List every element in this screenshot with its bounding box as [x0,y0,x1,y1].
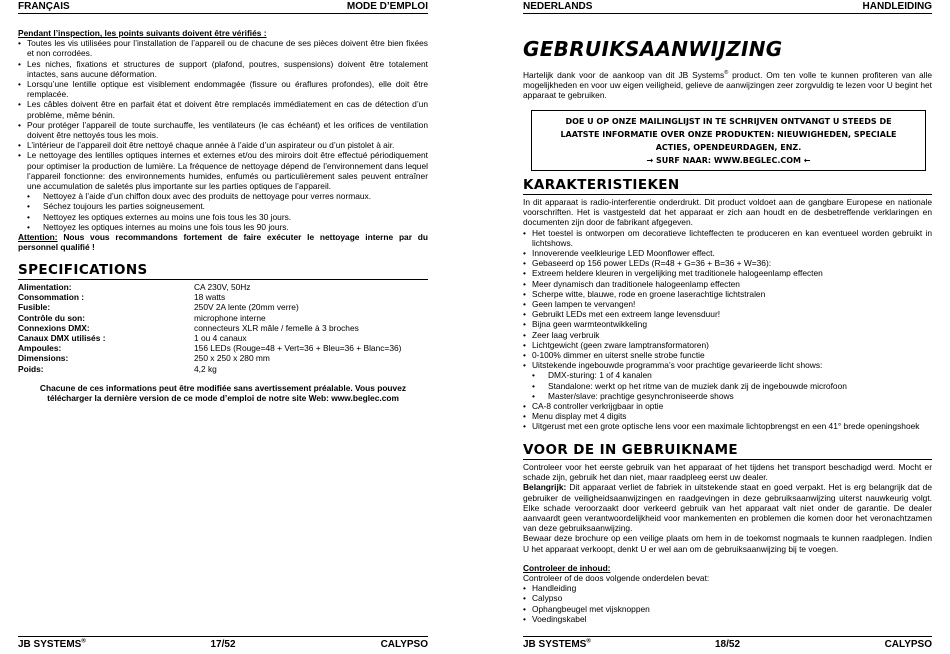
attention-note [18,232,428,252]
list-item: • Standalone: werkt op het ritme van de muziek dank zij de ingebouwde microfoon [532,381,932,391]
header-language: NEDERLANDS [523,1,593,12]
spec-row [18,333,428,343]
list-item: • 0-100% dimmer en uiterst snelle strobe functie [523,350,932,360]
list-item: • CA-8 controller verkrijgbaar in optie [523,401,932,411]
spec-key: Fusible: [18,302,51,313]
newsletter-box [531,110,926,171]
list-item: • Séchez toujours les parties soigneusement. [27,201,428,211]
spec-value: connecteurs XLR mâle / femelle à 3 broches [194,322,359,333]
important-paragraph [523,482,932,533]
section-heading: KARAKTERISTIEKEN [523,177,932,195]
page-title: GEBRUIKSAANWIJZING [523,37,783,61]
list-item: • Innoverende veelkleurige LED Moonflower effect. [523,248,932,258]
inspection-list [18,38,428,191]
spec-value: 4,2 kg [194,363,217,374]
attention-label: Attention: [18,232,58,243]
header-language: FRANÇAIS [18,1,70,12]
important-label: Belangrijk: [523,482,567,493]
list-item: • Uitstekende ingebouwde programma’s voor prachtige gevarieerde licht shows: [523,360,932,370]
list-item: • Meer dynamisch dan traditionele halogeenlamp effecten [523,279,932,289]
page-footer [18,636,428,652]
usage-section [523,442,932,624]
important-text: Dit apparaat verliet de fabriek in uitstekende staat en goed verpakt. Het is erg belangrijk dat de gebruiker de veiligheidsaanwijzingen en raadgevingen in deze gebruiksaanwijzing uiterst nauwkeurig volgt. Elke schade veroorzaakt door verkeerd gebruik van het apparaat valt niet onder de garantie. De dealer aanvaardt geen verantwoordelijkheid voor mankementen en problemen die komen door het veronachtzamen van deze gebruiksaanwijzing. [523,482,932,534]
list-item: • Pour protéger l’appareil de toute surchauffe, les ventilateurs (le cas échéant) et les orifices de ventilation doivent être nettoyés tous les mois. [18,120,428,140]
list-item: • Ophangbeugel met vijsknoppen [523,604,932,614]
list-item: • Lichtgewicht (geen zware lamptransformatoren) [523,340,932,350]
spec-value: 18 watts [194,292,226,303]
box-line: ACTIES, OPENDEURDAGEN, ENZ. [655,143,802,152]
features-intro: In dit apparaat is radio-interferentie onderdrukt. Dit product voldoet aan de gangbare Europese en nationale voorschriften. Het is vastgesteld dat het apparaat er zich aan houdt en de desbetreffende verklaringen en documenten zijn door de fabrikant afgegeven. [523,197,932,228]
specifications-section [18,262,428,403]
list-item: • Nettoyez les optiques externes au moins une fois tous les 30 jours. [27,212,428,222]
list-item: • Zeer laag verbruik [523,330,932,340]
header-section: HANDLEIDING [862,1,932,12]
box-line: LAATSTE INFORMATIE OVER ONZE PRODUKTEN: NIEUWIGHEDEN, SPECIALE [560,130,897,139]
features-list-more [523,401,932,432]
inspection-section [18,28,428,252]
spec-row [18,292,428,302]
features-sublist [523,370,932,401]
list-item: • Geen lampen te vervangen! [523,299,932,309]
document-title [523,38,932,60]
section-heading: VOOR DE IN GEBRUIKNAME [523,442,932,460]
spec-row [18,353,428,363]
spec-row [18,302,428,312]
footer-brand: JB SYSTEMS® [18,638,86,650]
contents-intro: Controleer of de doos volgende onderdelen bevat: [523,573,710,584]
footer-brand: JB SYSTEMS® [523,638,591,650]
page-right [523,0,932,654]
list-item: • Toutes les vis utilisées pour l’installation de l’appareil ou de chacune de ses pièces doivent être bien fixées et non corrodées. [18,38,428,58]
list-item: • Uitgerust met een grote optische lens voor een maximale lichtopbrengst en een 41° brede openingshoek [523,421,932,431]
spec-key: Canaux DMX utilisés : [18,333,106,344]
page-number: 17/52 [210,639,236,650]
list-item: • Scherpe witte, blauwe, rode en groene laserachtige lichtstralen [523,289,932,299]
spec-key: Consommation : [18,292,85,303]
footer-product: CALYPSO [380,639,428,650]
spec-row [18,343,428,353]
contents-list [523,583,932,624]
page-header [18,0,428,14]
spec-value: 250V 2A lente (20mm verre) [194,302,299,313]
list-item: • Master/slave: prachtige gesynchroniseerde shows [532,391,932,401]
spec-key: Poids: [18,363,44,374]
spec-row [18,282,428,292]
list-item: • Le nettoyage des lentilles optiques internes et externes et/ou des miroirs doit être effectué périodiquement pour optimiser la production de lumière. La fréquence de nettoyage dépend de l’environnement dans lequel l’appareil fonctionne: des environnements humides, enfumés ou particulièrement sales peuvent entraîner une accumulation de saletés plus importante sur les parties optiques de l’appareil. [18,150,428,191]
features-section [523,177,932,432]
spec-key: Dimensions: [18,353,69,364]
list-item: • Calypso [523,593,932,603]
list-item: • Handleiding [523,583,932,593]
list-item: • Nettoyez à l’aide d’un chiffon doux avec des produits de nettoyage pour verres normaux. [27,191,428,201]
list-item: • Voedingskabel [523,614,932,624]
list-item: • Gebruikt LEDs met een extreem lange levensduur! [523,309,932,319]
spec-key: Ampoules: [18,343,62,354]
list-item: • Gebaseerd op 156 power LEDs (R=48 + G=36 + B=36 + W=36): [523,258,932,268]
page-number: 18/52 [714,639,741,650]
spec-value: 156 LEDs (Rouge=48 + Vert=36 + Bleu=36 + Blanc=36) [194,343,402,354]
cleaning-sublist [18,191,428,232]
list-item: • L’intérieur de l’appareil doit être nettoyé chaque année à l’aide d’un aspirateur ou d’un pistolet à air. [18,140,428,150]
list-item: • Les câbles doivent être en parfait état et doivent être remplacés immédiatement en cas de détection d’un problème, même bénin. [18,99,428,119]
list-item: • DMX-sturing: 1 of 4 kanalen [532,370,932,380]
list-item: • Les niches, fixations et structures de support (plafond, poutres, suspensions) doivent être totalement intactes, sans aucune déformation. [18,59,428,79]
list-item: • Menu display met 4 digits [523,411,932,421]
spec-row [18,364,428,374]
spec-row [18,313,428,323]
footer-product: CALYPSO [884,639,932,650]
spec-row [18,323,428,333]
page-left [18,0,428,654]
list-item: • Het toestel is ontworpen om decoratieve lichteffecten te produceren en kan eventueel worden gebruikt in lichtshows. [523,228,932,248]
spec-table [18,282,428,374]
box-link: → SURF NAAR: WWW.BEGLEC.COM ← [646,156,811,165]
list-item: • Bijna geen warmteontwikkeling [523,319,932,329]
attention-text: Nous vous recommandons fortement de faire exécuter le nettoyage interne par du personnel qualifié ! [18,232,428,253]
list-item: • Extreem heldere kleuren in vergelijking met traditionele halogeenlamp effecten [523,268,932,278]
contents-heading: Controleer de inhoud: [523,562,611,573]
intro-section [523,70,932,101]
storage-paragraph: Bewaar deze brochure op een veilige plaats om hem in de toekomst nogmaals te kunnen raadplegen. Indien U het apparaat verkoopt, denkt U er wel aan om de gebruiksaanwijzing bij te voegen. [523,533,932,554]
spec-value: microphone interne [194,312,266,323]
box-line: DOE U OP ONZE MAILINGLIJST IN TE SCHRIJVEN ONTVANGT U STEEDS DE [565,117,892,126]
header-section: MODE D’EMPLOI [346,1,428,12]
spec-key: Connexions DMX: [18,322,90,333]
spec-value: 1 ou 4 canaux [194,333,247,344]
page-footer [523,636,932,652]
features-list [523,228,932,371]
spec-value: 250 x 250 x 280 mm [194,353,270,364]
usage-paragraph: Controleer voor het eerste gebruik van het apparaat of het tijdens het transport beschadigd werd. Mocht er schade zijn, gebruik het dan niet, maar raadpleeg eerst uw dealer. [523,462,932,483]
inspection-heading: Pendant l’inspection, les points suivants doivent être vérifiés : [18,28,267,38]
spec-key: Alimentation: [18,282,72,292]
page-header [523,0,932,14]
spec-value: CA 230V, 50Hz [194,282,251,292]
list-item: • Lorsqu’une lentille optique est visiblement endommagée (fissure ou éraflures profondes), elle doit être remplacée. [18,79,428,99]
section-heading: SPECIFICATIONS [18,262,428,280]
list-item: • Nettoyez les optiques internes au moins une fois tous les 90 jours. [27,222,428,232]
spec-disclaimer: Chacune de ces informations peut être modifiée sans avertissement préalable. Vous pouvez télécharger la dernière version de ce mode d’emploi de notre site Web: www.beglec.com [39,382,407,404]
spec-key: Contrôle du son: [18,312,85,323]
intro-paragraph: Hartelijk dank voor de aankoop van dit JB Systems® product. Om ten volle te kunnen profiteren van alle mogelijkheden en voor uw eigen veiligheid, gelieve de aanwijzingen zeer zorgvuldig te lezen voor U begint het apparaat te gebruiken. [523,70,932,101]
